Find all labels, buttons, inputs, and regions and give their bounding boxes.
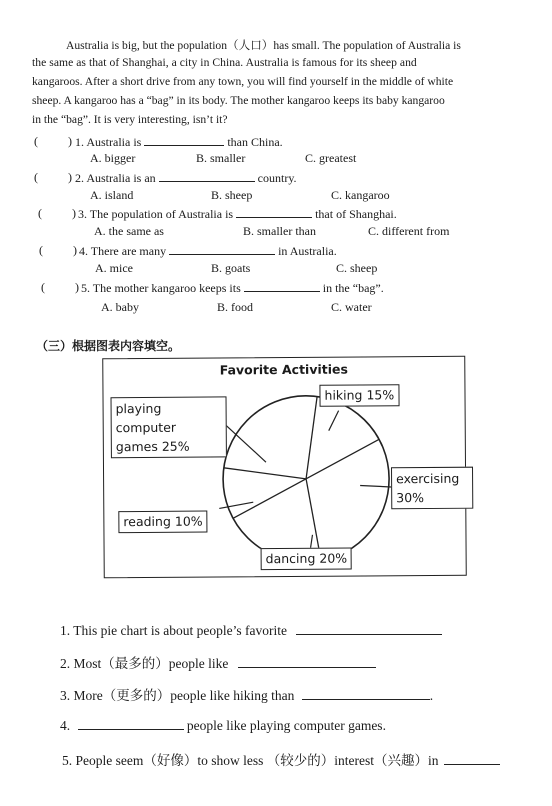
slice-label-hiking: hiking 15% (319, 384, 399, 407)
option-b: B. sheep (211, 188, 253, 202)
option-a: A. bigger (90, 151, 136, 165)
question-text: 4. There are many (79, 244, 167, 258)
question-text-after: in the “bag”. (322, 281, 384, 295)
question-5 (81, 280, 384, 296)
passage-line: sheep. A kangaroo has a “bag” in its body. The mother kangaroo keeps its baby kangaroo (32, 94, 445, 107)
passage-line: the same as that of Shanghai, a city in China. Australia is famous for its sheep and (32, 56, 417, 69)
option-a: A. island (90, 188, 134, 202)
answer-blank[interactable] (144, 134, 224, 146)
passage-line: kangaroos. After a short drive from any town, you will find yourself in the middle of white (32, 75, 454, 88)
fill-question-text: 5. People seem（好像）to show less （较少的）interest（兴趣）in (62, 753, 439, 768)
answer-paren-close: ) (72, 206, 76, 220)
question-text-after: that of Shanghai. (315, 207, 397, 221)
fill-answer-blank[interactable] (302, 686, 430, 700)
fill-question-1 (60, 621, 442, 639)
option-b: B. smaller (196, 151, 246, 165)
option-a: A. mice (95, 261, 133, 275)
option-b: B. food (217, 300, 253, 314)
answer-blank[interactable] (244, 280, 320, 292)
slice-label-reading: reading 10% (118, 511, 207, 534)
question-text-after: than China. (227, 135, 283, 149)
option-a: A. baby (101, 300, 139, 314)
answer-paren-close: ) (75, 280, 79, 294)
question-text: 5. The mother kangaroo keeps its (81, 281, 241, 295)
passage-line: in the “bag”. It is very interesting, isn’t it? (32, 113, 228, 126)
slice-label-exercising: exercising 30% (391, 467, 473, 510)
question-text-after: country. (257, 171, 297, 185)
fill-answer-blank[interactable] (78, 716, 184, 730)
fill-question-text: 3. More（更多的）people like hiking than (60, 688, 295, 703)
fill-question-text: 4. (60, 718, 71, 733)
option-b: B. goats (211, 261, 251, 275)
fill-question-text: 2. Most（最多的）people like (60, 656, 229, 671)
question-2 (75, 170, 297, 186)
pie-chart-box (102, 356, 467, 579)
fill-answer-blank[interactable] (238, 654, 376, 668)
answer-blank[interactable] (169, 243, 275, 255)
answer-paren-close: ) (68, 170, 72, 184)
option-c: C. kangaroo (331, 188, 390, 202)
option-c: C. water (331, 300, 372, 314)
option-c: C. greatest (305, 151, 357, 165)
question-text: 1. Australia is (75, 135, 142, 149)
chart-title: Favorite Activities (219, 361, 348, 378)
fill-question-5 (62, 749, 500, 769)
answer-paren-open: ( (34, 134, 38, 148)
passage-line: Australia is big, but the population（人口）has small. The population of Australia is (66, 39, 461, 52)
fill-question-text-after: . (429, 688, 434, 703)
question-text-after: in Australia. (278, 244, 337, 258)
answer-blank[interactable] (236, 206, 312, 218)
question-text: 3. The population of Australia is (78, 207, 234, 221)
answer-blank[interactable] (159, 170, 255, 182)
answer-paren-close: ) (73, 243, 77, 257)
question-3 (78, 206, 397, 222)
fill-question-text-after: people like playing computer games. (186, 718, 386, 733)
fill-answer-blank[interactable] (444, 751, 500, 765)
option-c: C. sheep (336, 261, 378, 275)
answer-paren-open: ( (34, 170, 38, 184)
answer-paren-open: ( (39, 243, 43, 257)
fill-question-4 (60, 716, 386, 734)
answer-paren-open: ( (41, 280, 45, 294)
option-b: B. smaller than (243, 224, 316, 238)
question-4 (79, 243, 337, 259)
answer-paren-open: ( (38, 206, 42, 220)
fill-question-3 (60, 684, 433, 704)
answer-paren-close: ) (68, 134, 72, 148)
slice-label-dancing: dancing 20% (261, 548, 353, 571)
option-c: C. different from (368, 224, 450, 238)
question-1 (75, 134, 283, 150)
question-text: 2. Australia is an (75, 171, 156, 185)
fill-question-2 (60, 652, 376, 672)
fill-answer-blank[interactable] (296, 621, 442, 635)
option-a: A. the same as (94, 224, 164, 238)
fill-question-text: 1. This pie chart is about people’s favorite (60, 623, 287, 638)
slice-label-games: playing computer games 25% (111, 396, 227, 458)
section-title: （三）根据图表内容填空。 (36, 339, 181, 353)
